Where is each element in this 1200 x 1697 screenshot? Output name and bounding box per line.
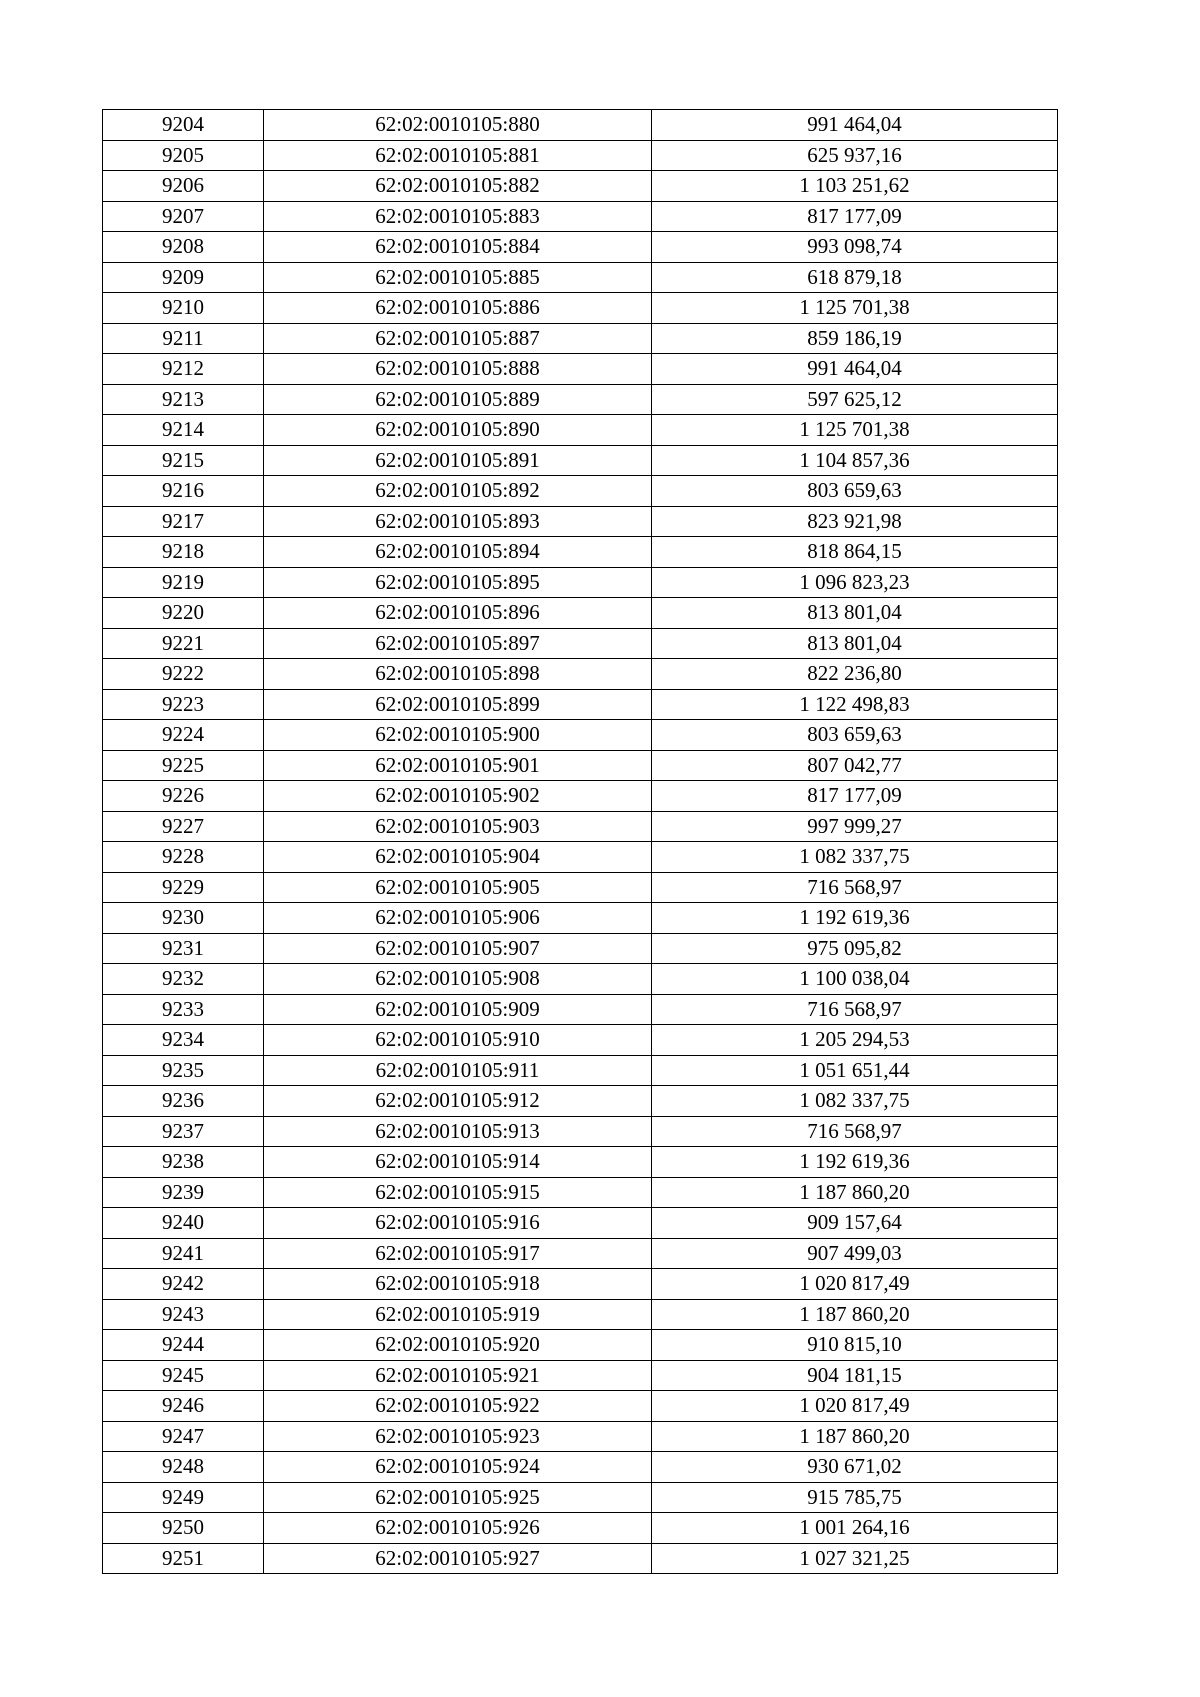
table-row	[103, 354, 1058, 385]
table-row	[103, 750, 1058, 781]
table-row	[103, 140, 1058, 171]
table-row	[103, 842, 1058, 873]
cadastral-value-cell: 930 671,02	[652, 1452, 1058, 1483]
cadastral-number-cell: 62:02:0010105:890	[264, 415, 652, 446]
row-number-cell: 9214	[103, 415, 264, 446]
row-number-cell: 9228	[103, 842, 264, 873]
table-row	[103, 476, 1058, 507]
cadastral-value-cell: 1 001 264,16	[652, 1513, 1058, 1544]
cadastral-value-cell: 907 499,03	[652, 1238, 1058, 1269]
cadastral-number-cell: 62:02:0010105:884	[264, 232, 652, 263]
row-number-cell: 9222	[103, 659, 264, 690]
table-row	[103, 1543, 1058, 1574]
cadastral-number-cell: 62:02:0010105:891	[264, 445, 652, 476]
table-row	[103, 201, 1058, 232]
cadastral-value-cell: 991 464,04	[652, 354, 1058, 385]
cadastral-value-cell: 618 879,18	[652, 262, 1058, 293]
cadastral-number-cell: 62:02:0010105:895	[264, 567, 652, 598]
table-row	[103, 781, 1058, 812]
table-row	[103, 689, 1058, 720]
table-row	[103, 933, 1058, 964]
table-row	[103, 1330, 1058, 1361]
table-row	[103, 171, 1058, 202]
cadastral-value-cell: 716 568,97	[652, 872, 1058, 903]
table-row	[103, 994, 1058, 1025]
cadastral-value-cell: 910 815,10	[652, 1330, 1058, 1361]
row-number-cell: 9231	[103, 933, 264, 964]
cadastral-value-cell: 1 122 498,83	[652, 689, 1058, 720]
row-number-cell: 9225	[103, 750, 264, 781]
table-row	[103, 415, 1058, 446]
cadastral-number-cell: 62:02:0010105:883	[264, 201, 652, 232]
row-number-cell: 9218	[103, 537, 264, 568]
cadastral-value-cell: 991 464,04	[652, 110, 1058, 141]
row-number-cell: 9229	[103, 872, 264, 903]
cadastral-number-cell: 62:02:0010105:927	[264, 1543, 652, 1574]
row-number-cell: 9233	[103, 994, 264, 1025]
cadastral-number-cell: 62:02:0010105:919	[264, 1299, 652, 1330]
cadastral-number-cell: 62:02:0010105:903	[264, 811, 652, 842]
cadastral-value-cell: 1 187 860,20	[652, 1421, 1058, 1452]
cadastral-value-cell: 915 785,75	[652, 1482, 1058, 1513]
row-number-cell: 9247	[103, 1421, 264, 1452]
table-row	[103, 598, 1058, 629]
table-row	[103, 903, 1058, 934]
row-number-cell: 9206	[103, 171, 264, 202]
cadastral-value-cell: 975 095,82	[652, 933, 1058, 964]
cadastral-number-cell: 62:02:0010105:912	[264, 1086, 652, 1117]
cadastral-number-cell: 62:02:0010105:904	[264, 842, 652, 873]
row-number-cell: 9224	[103, 720, 264, 751]
table-row	[103, 293, 1058, 324]
cadastral-number-cell: 62:02:0010105:901	[264, 750, 652, 781]
cadastral-number-cell: 62:02:0010105:923	[264, 1421, 652, 1452]
row-number-cell: 9221	[103, 628, 264, 659]
table-row	[103, 1177, 1058, 1208]
cadastral-value-cell: 1 103 251,62	[652, 171, 1058, 202]
cadastral-number-cell: 62:02:0010105:926	[264, 1513, 652, 1544]
row-number-cell: 9245	[103, 1360, 264, 1391]
table-row	[103, 384, 1058, 415]
row-number-cell: 9232	[103, 964, 264, 995]
cadastral-number-cell: 62:02:0010105:909	[264, 994, 652, 1025]
row-number-cell: 9244	[103, 1330, 264, 1361]
cadastral-number-cell: 62:02:0010105:887	[264, 323, 652, 354]
cadastral-number-cell: 62:02:0010105:913	[264, 1116, 652, 1147]
cadastral-number-cell: 62:02:0010105:896	[264, 598, 652, 629]
row-number-cell: 9237	[103, 1116, 264, 1147]
cadastral-value-cell: 904 181,15	[652, 1360, 1058, 1391]
row-number-cell: 9251	[103, 1543, 264, 1574]
cadastral-number-cell: 62:02:0010105:897	[264, 628, 652, 659]
table-row	[103, 262, 1058, 293]
row-number-cell: 9242	[103, 1269, 264, 1300]
table-row	[103, 628, 1058, 659]
cadastral-number-cell: 62:02:0010105:888	[264, 354, 652, 385]
row-number-cell: 9246	[103, 1391, 264, 1422]
table-row	[103, 964, 1058, 995]
row-number-cell: 9208	[103, 232, 264, 263]
cadastral-value-cell: 1 192 619,36	[652, 903, 1058, 934]
cadastral-value-cell: 803 659,63	[652, 720, 1058, 751]
cadastral-number-cell: 62:02:0010105:911	[264, 1055, 652, 1086]
cadastral-value-cell: 716 568,97	[652, 1116, 1058, 1147]
cadastral-number-cell: 62:02:0010105:886	[264, 293, 652, 324]
cadastral-value-cell: 1 020 817,49	[652, 1269, 1058, 1300]
table-row	[103, 1391, 1058, 1422]
cadastral-value-cell: 997 999,27	[652, 811, 1058, 842]
cadastral-number-cell: 62:02:0010105:885	[264, 262, 652, 293]
cadastral-number-cell: 62:02:0010105:899	[264, 689, 652, 720]
row-number-cell: 9216	[103, 476, 264, 507]
cadastral-number-cell: 62:02:0010105:905	[264, 872, 652, 903]
table-row	[103, 1269, 1058, 1300]
row-number-cell: 9234	[103, 1025, 264, 1056]
cadastral-number-cell: 62:02:0010105:910	[264, 1025, 652, 1056]
table-row	[103, 445, 1058, 476]
row-number-cell: 9240	[103, 1208, 264, 1239]
cadastral-number-cell: 62:02:0010105:892	[264, 476, 652, 507]
table-row	[103, 811, 1058, 842]
table-row	[103, 1147, 1058, 1178]
row-number-cell: 9226	[103, 781, 264, 812]
row-number-cell: 9235	[103, 1055, 264, 1086]
row-number-cell: 9212	[103, 354, 264, 385]
row-number-cell: 9239	[103, 1177, 264, 1208]
cadastral-number-cell: 62:02:0010105:900	[264, 720, 652, 751]
cadastral-value-cell: 1 020 817,49	[652, 1391, 1058, 1422]
cadastral-value-cell: 859 186,19	[652, 323, 1058, 354]
row-number-cell: 9209	[103, 262, 264, 293]
table-row	[103, 1482, 1058, 1513]
row-number-cell: 9213	[103, 384, 264, 415]
row-number-cell: 9211	[103, 323, 264, 354]
row-number-cell: 9250	[103, 1513, 264, 1544]
cadastral-value-cell: 909 157,64	[652, 1208, 1058, 1239]
row-number-cell: 9238	[103, 1147, 264, 1178]
row-number-cell: 9249	[103, 1482, 264, 1513]
row-number-cell: 9205	[103, 140, 264, 171]
row-number-cell: 9215	[103, 445, 264, 476]
cadastral-number-cell: 62:02:0010105:894	[264, 537, 652, 568]
row-number-cell: 9207	[103, 201, 264, 232]
table-row	[103, 232, 1058, 263]
row-number-cell: 9223	[103, 689, 264, 720]
cadastral-number-cell: 62:02:0010105:889	[264, 384, 652, 415]
table-row	[103, 1452, 1058, 1483]
cadastral-value-cell: 813 801,04	[652, 628, 1058, 659]
table-row	[103, 659, 1058, 690]
cadastral-value-cell: 1 125 701,38	[652, 293, 1058, 324]
table-body	[103, 110, 1058, 1574]
cadastral-value-cell: 1 104 857,36	[652, 445, 1058, 476]
table-row	[103, 1238, 1058, 1269]
cadastral-number-cell: 62:02:0010105:908	[264, 964, 652, 995]
table-row	[103, 1299, 1058, 1330]
row-number-cell: 9230	[103, 903, 264, 934]
row-number-cell: 9248	[103, 1452, 264, 1483]
table-row	[103, 1208, 1058, 1239]
table-row	[103, 1116, 1058, 1147]
cadastral-value-cell: 822 236,80	[652, 659, 1058, 690]
table-row	[103, 1025, 1058, 1056]
cadastral-value-cell: 1 096 823,23	[652, 567, 1058, 598]
cadastral-value-cell: 807 042,77	[652, 750, 1058, 781]
row-number-cell: 9243	[103, 1299, 264, 1330]
cadastral-value-cell: 1 100 038,04	[652, 964, 1058, 995]
table-row	[103, 1055, 1058, 1086]
cadastral-value-cell: 1 082 337,75	[652, 1086, 1058, 1117]
cadastral-value-cell: 813 801,04	[652, 598, 1058, 629]
table-row	[103, 1513, 1058, 1544]
row-number-cell: 9204	[103, 110, 264, 141]
table-row	[103, 1360, 1058, 1391]
cadastral-value-cell: 1 192 619,36	[652, 1147, 1058, 1178]
cadastral-value-cell: 823 921,98	[652, 506, 1058, 537]
cadastral-number-cell: 62:02:0010105:898	[264, 659, 652, 690]
row-number-cell: 9210	[103, 293, 264, 324]
cadastral-number-cell: 62:02:0010105:902	[264, 781, 652, 812]
cadastral-number-cell: 62:02:0010105:922	[264, 1391, 652, 1422]
cadastral-number-cell: 62:02:0010105:916	[264, 1208, 652, 1239]
cadastral-number-cell: 62:02:0010105:925	[264, 1482, 652, 1513]
table-row	[103, 567, 1058, 598]
table-row	[103, 110, 1058, 141]
cadastral-value-cell: 817 177,09	[652, 781, 1058, 812]
table-row	[103, 1421, 1058, 1452]
table-row	[103, 1086, 1058, 1117]
cadastral-value-cell: 625 937,16	[652, 140, 1058, 171]
cadastral-value-cell: 818 864,15	[652, 537, 1058, 568]
cadastral-number-cell: 62:02:0010105:881	[264, 140, 652, 171]
cadastral-number-cell: 62:02:0010105:915	[264, 1177, 652, 1208]
cadastral-number-cell: 62:02:0010105:906	[264, 903, 652, 934]
row-number-cell: 9217	[103, 506, 264, 537]
row-number-cell: 9227	[103, 811, 264, 842]
table-row	[103, 506, 1058, 537]
cadastral-value-cell: 817 177,09	[652, 201, 1058, 232]
row-number-cell: 9236	[103, 1086, 264, 1117]
cadastral-number-cell: 62:02:0010105:907	[264, 933, 652, 964]
cadastral-number-cell: 62:02:0010105:893	[264, 506, 652, 537]
cadastral-number-cell: 62:02:0010105:918	[264, 1269, 652, 1300]
cadastral-value-cell: 1 187 860,20	[652, 1177, 1058, 1208]
cadastral-value-cell: 1 125 701,38	[652, 415, 1058, 446]
cadastral-number-cell: 62:02:0010105:920	[264, 1330, 652, 1361]
cadastral-number-cell: 62:02:0010105:882	[264, 171, 652, 202]
table-row	[103, 720, 1058, 751]
cadastral-value-cell: 803 659,63	[652, 476, 1058, 507]
cadastral-value-cell: 1 082 337,75	[652, 842, 1058, 873]
cadastral-value-cell: 1 205 294,53	[652, 1025, 1058, 1056]
row-number-cell: 9219	[103, 567, 264, 598]
table-row	[103, 872, 1058, 903]
cadastral-value-cell: 1 051 651,44	[652, 1055, 1058, 1086]
table-row	[103, 537, 1058, 568]
cadastral-number-cell: 62:02:0010105:880	[264, 110, 652, 141]
row-number-cell: 9220	[103, 598, 264, 629]
cadastral-value-table	[102, 109, 1058, 1574]
cadastral-number-cell: 62:02:0010105:917	[264, 1238, 652, 1269]
cadastral-value-cell: 1 027 321,25	[652, 1543, 1058, 1574]
cadastral-number-cell: 62:02:0010105:924	[264, 1452, 652, 1483]
cadastral-value-cell: 716 568,97	[652, 994, 1058, 1025]
cadastral-value-cell: 597 625,12	[652, 384, 1058, 415]
cadastral-value-cell: 993 098,74	[652, 232, 1058, 263]
table-row	[103, 323, 1058, 354]
cadastral-value-cell: 1 187 860,20	[652, 1299, 1058, 1330]
cadastral-number-cell: 62:02:0010105:921	[264, 1360, 652, 1391]
cadastral-number-cell: 62:02:0010105:914	[264, 1147, 652, 1178]
row-number-cell: 9241	[103, 1238, 264, 1269]
